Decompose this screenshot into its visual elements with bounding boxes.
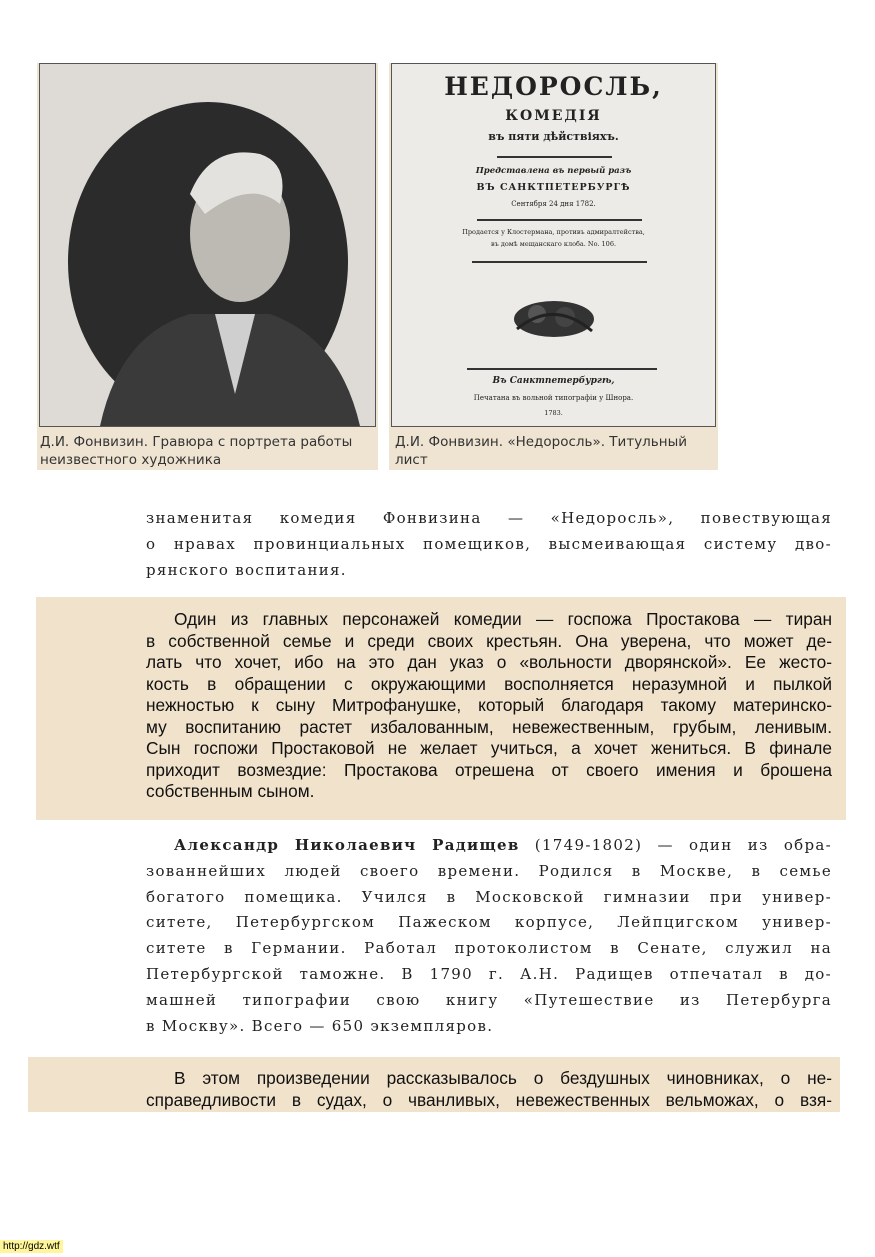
divider (497, 156, 612, 158)
title-page-text: Печатана въ вольной типографіи у Шнора. (473, 394, 634, 402)
title-page-text: ВЪ САНКТПЕТЕРБУРГѢ (476, 182, 631, 193)
divider (477, 219, 642, 221)
text-line: Сын госпожи Простаковой не желает учиться, а хочет жениться. В финале (146, 738, 832, 758)
title-page-text: Продается у Клостермана, противъ адмиралтейства, (462, 228, 645, 236)
text-line: лать что хочет, ибо на это дан указ о «вольности дворянской». Ее жесто- (146, 652, 832, 672)
text-line: Один из главных персонажей комедии — госпожа Простакова — тиран (174, 609, 832, 629)
text-line: машней типографии свою книгу «Путешествие из Петербурга (146, 990, 832, 1009)
caption-line: неизвестного художника (40, 452, 222, 468)
portrait-engraving-icon (40, 64, 375, 426)
text-line: ситете, Петербургском Пажеском корпусе, Лейпцигском универ- (146, 913, 832, 932)
text-line: В этом произведении рассказывалось о бездушных чиновниках, о не- (174, 1068, 832, 1088)
text-line: о нравах провинциальных помещиков, высмеивающая систему дво- (146, 534, 832, 553)
title-page-text: 1783. (544, 409, 563, 417)
title-page-text: Сентября 24 дня 1782. (511, 200, 596, 208)
caption-line: лист (395, 452, 428, 468)
title-page-figure (389, 63, 718, 470)
text-line: в Москву». Всего — 650 экземпляров. (146, 1016, 494, 1035)
paragraph-radishchev (146, 833, 832, 1039)
box-text-journey (146, 1068, 832, 1111)
text-line: собственным сыном. (146, 781, 315, 801)
divider (472, 261, 647, 263)
title-page-caption (395, 433, 687, 469)
person-name: Александр Николаевич Радищев (174, 836, 520, 854)
box-text-prostakova (146, 609, 832, 803)
portrait-figure (37, 63, 378, 470)
title-page-title: НЕДОРОСЛЬ, (444, 72, 663, 101)
portrait-caption (40, 433, 352, 469)
text-line: ситете в Германии. Работал протоколистом в Сенате, служил на (146, 939, 832, 958)
title-page-image (391, 63, 716, 427)
text-line: приходит возмездие: Простакова отрешена от своего имения и брошена (146, 759, 832, 780)
text-line: рянского воспитания. (146, 560, 347, 579)
divider (467, 368, 657, 370)
title-page-acts: въ пяти дѣйствіяхъ. (488, 130, 619, 143)
text-line: справедливости в судах, о чванливых, невежественных вельможах, о взя- (146, 1089, 832, 1110)
text-line (146, 833, 832, 859)
title-page-text: Въ Санктпетербургѣ, (492, 376, 615, 386)
text-line: в собственной семье и среди своих крестьян. Она уверена, что может де- (146, 630, 832, 651)
caption-line: Д.И. Фонвизин. «Недоросль». Титульный (395, 434, 688, 450)
title-page-text: въ домѣ мещанскаго клоба. No. 106. (490, 240, 617, 248)
footer-link[interactable]: http://gdz.wtf (0, 1240, 63, 1253)
paragraph-fonvizin (146, 506, 832, 583)
text-line: Петербургской таможне. В 1790 г. А.Н. Радищев отпечатал в до- (146, 964, 832, 983)
floral-ornament-icon (507, 289, 602, 349)
text-line: кость в обращении с окружающими восполняется неразумной и пылкой (146, 673, 832, 694)
text-line: знаменитая комедия Фонвизина — «Недоросль», повествующая (146, 509, 832, 527)
text-line: нежностью к сыну Митрофанушке, который благодаря такому материнско- (146, 695, 832, 715)
text-span: (1749-1802) — один из обра- (519, 836, 832, 854)
title-page-subtitle: КОМЕДІЯ (505, 108, 602, 124)
text-line: му воспитанию растет избалованным, невежественным, грубым, ленивым. (146, 716, 832, 737)
caption-line: Д.И. Фонвизин. Гравюра с портрета работы (40, 434, 353, 450)
text-line: зованнейших людей своего времени. Родился в Москве, в семье (146, 861, 832, 880)
portrait-image (39, 63, 376, 427)
title-page-text: Представлена въ первый разъ (475, 166, 632, 176)
text-line: богатого помещика. Учился в Московской гимназии при универ- (146, 887, 832, 906)
